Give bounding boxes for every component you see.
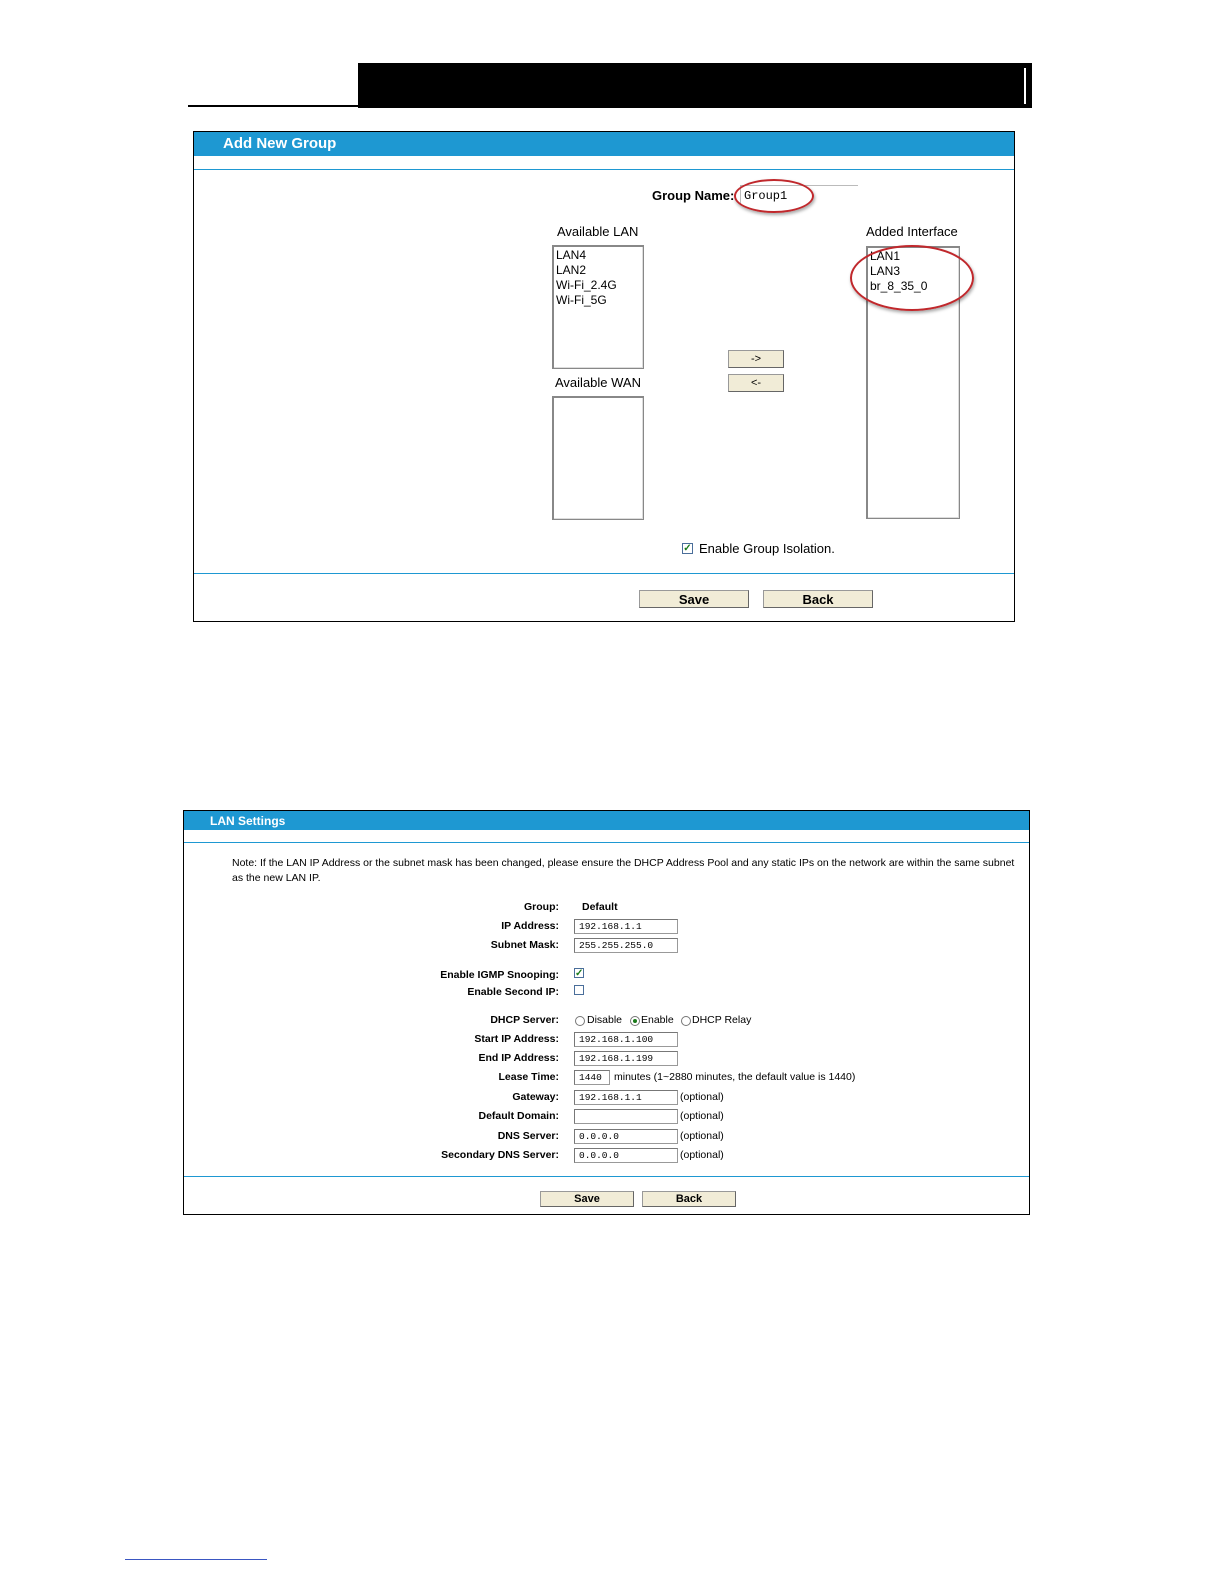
- optional-text: (optional): [680, 1149, 724, 1161]
- igmp-snooping-checkbox[interactable]: ✓: [575, 968, 584, 979]
- annotation-circle: [850, 245, 974, 311]
- group-isolation-label: Enable Group Isolation.: [699, 541, 835, 556]
- move-right-button[interactable]: ->: [728, 350, 784, 368]
- dhcp-disable-radio[interactable]: [575, 1016, 585, 1026]
- secondary-dns-label: Secondary DNS Server:: [441, 1149, 559, 1161]
- dhcp-enable-label: Enable: [641, 1014, 674, 1026]
- ip-address-input[interactable]: [574, 919, 678, 934]
- default-domain-input[interactable]: [574, 1109, 678, 1124]
- end-ip-label: End IP Address:: [478, 1052, 559, 1064]
- footer-link-underline: [125, 1559, 267, 1560]
- divider: [184, 842, 1029, 843]
- subnet-mask-label: Subnet Mask:: [490, 939, 559, 951]
- ip-address-label: IP Address:: [501, 920, 559, 932]
- add-new-group-panel: [193, 131, 1015, 622]
- group-isolation-checkbox[interactable]: ✓: [683, 543, 692, 554]
- dhcp-relay-label: DHCP Relay: [692, 1014, 752, 1026]
- available-wan-label: Available WAN: [555, 375, 641, 390]
- igmp-snooping-label: Enable IGMP Snooping:: [440, 969, 559, 981]
- secondary-dns-input[interactable]: [574, 1148, 678, 1163]
- optional-text: (optional): [680, 1110, 724, 1122]
- lan-settings-panel: [183, 810, 1030, 1215]
- default-domain-label: Default Domain:: [478, 1110, 559, 1122]
- available-lan-list[interactable]: [552, 245, 644, 369]
- save-button[interactable]: Save: [540, 1191, 634, 1207]
- dhcp-relay-radio[interactable]: [681, 1016, 691, 1026]
- dhcp-disable-label: Disable: [587, 1014, 623, 1026]
- panel-title: LAN Settings: [184, 811, 1029, 830]
- header-bar: [358, 63, 1032, 108]
- second-ip-checkbox[interactable]: [574, 985, 584, 995]
- header-bar-divider: [1024, 68, 1026, 104]
- dns-server-input[interactable]: [574, 1129, 678, 1144]
- end-ip-input[interactable]: [574, 1051, 678, 1066]
- divider: [194, 573, 1014, 574]
- group-name-label: Group Name:: [652, 188, 735, 203]
- back-button[interactable]: Back: [642, 1191, 736, 1207]
- lease-time-hint: minutes (1~2880 minutes, the default value is 1440): [614, 1071, 856, 1083]
- annotation-circle: [734, 179, 814, 213]
- start-ip-input[interactable]: [574, 1032, 678, 1047]
- available-wan-list[interactable]: [552, 396, 644, 520]
- subnet-mask-input[interactable]: [574, 938, 678, 953]
- second-ip-label: Enable Second IP:: [467, 986, 559, 998]
- list-item[interactable]: LAN2: [556, 263, 587, 277]
- divider: [194, 169, 1014, 170]
- list-item[interactable]: Wi-Fi_5G: [556, 293, 607, 307]
- divider: [184, 1176, 1029, 1177]
- list-item[interactable]: LAN3: [870, 264, 901, 278]
- list-item[interactable]: Wi-Fi_2.4G: [556, 278, 617, 292]
- dns-server-label: DNS Server:: [497, 1130, 559, 1142]
- back-button[interactable]: Back: [763, 590, 873, 608]
- note-text: Note: If the LAN IP Address or the subnet mask has been changed, please ensure the DHCP Address Pool and any static IPs on the network are within the same subnet as the new LAN IP.: [232, 857, 1015, 884]
- header-rule: [188, 105, 358, 107]
- available-lan-label: Available LAN: [557, 224, 639, 239]
- optional-text: (optional): [680, 1091, 724, 1103]
- start-ip-label: Start IP Address:: [474, 1033, 559, 1045]
- move-left-button[interactable]: <-: [728, 374, 784, 392]
- list-item[interactable]: LAN4: [556, 248, 587, 262]
- gateway-input[interactable]: [574, 1090, 678, 1105]
- list-item[interactable]: br_8_35_0: [870, 279, 928, 293]
- dhcp-enable-radio[interactable]: [630, 1016, 640, 1026]
- panel-title: Add New Group: [194, 132, 1014, 156]
- gateway-label: Gateway:: [512, 1091, 559, 1103]
- lease-time-input[interactable]: [574, 1070, 610, 1085]
- added-interface-label: Added Interface: [866, 224, 958, 239]
- optional-text: (optional): [680, 1130, 724, 1142]
- lease-time-label: Lease Time:: [498, 1071, 559, 1083]
- list-item[interactable]: LAN1: [870, 249, 901, 263]
- dhcp-server-label: DHCP Server:: [490, 1014, 559, 1026]
- group-value: Default: [582, 901, 618, 913]
- group-label: Group:: [524, 901, 559, 913]
- save-button[interactable]: Save: [639, 590, 749, 608]
